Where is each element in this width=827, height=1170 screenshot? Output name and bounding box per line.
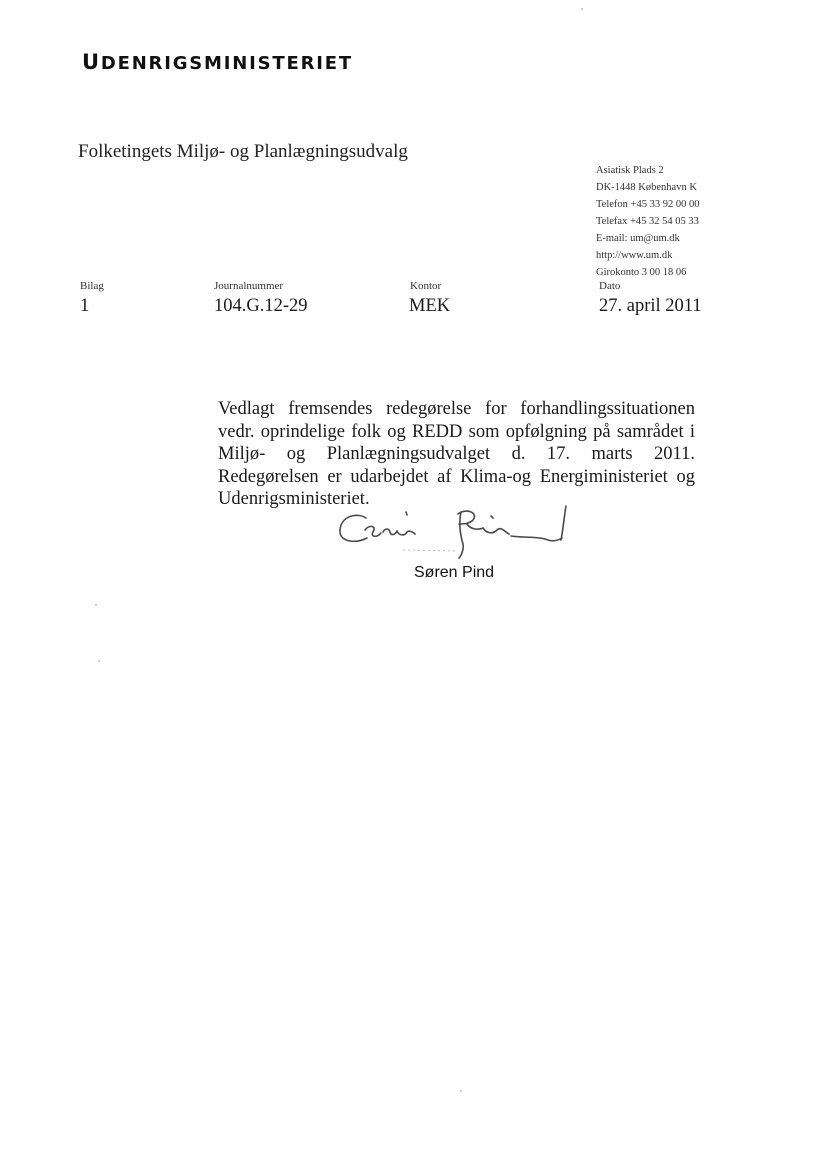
- sender-address: [596, 162, 699, 281]
- bilag-value: 1: [80, 296, 90, 316]
- handwritten-signature: [333, 500, 583, 567]
- kontor-value: MEK: [409, 296, 451, 316]
- address-line: Telefon +45 33 92 00 00: [596, 199, 700, 210]
- signature-graphic: [333, 500, 583, 562]
- journal-label: Journalnummer: [214, 280, 284, 292]
- dato-label: Dato: [599, 280, 621, 292]
- journal-value: 104.G.12-29: [214, 296, 308, 316]
- scan-speck: [581, 8, 583, 10]
- address-line: E-mail: um@um.dk: [596, 233, 680, 244]
- scan-speck: [98, 660, 100, 662]
- ministry-logo: [82, 50, 353, 74]
- address-line: Asiatisk Plads 2: [596, 165, 664, 176]
- kontor-label: Kontor: [410, 280, 442, 292]
- logo-rest: DENRIGSMINISTERIET: [100, 53, 353, 74]
- scan-speck: [460, 1090, 462, 1092]
- address-line: Telefax +45 32 54 05 33: [596, 216, 699, 227]
- recipient: Folketingets Miljø- og Planlægningsudvalg: [78, 141, 408, 162]
- letter-body: Vedlagt fremsendes redegørelse for forhandlingssituationen vedr. oprindelige folk og REDD som opfølgning på samrådet i Miljø- og Planlægningsudvalget d. 17. marts 2011. Redegørelsen er udarbejdet af Klima-og Energiministeriet og Udenrigsministeriet.: [218, 399, 695, 509]
- bilag-label: Bilag: [80, 280, 104, 292]
- scan-speck: [95, 604, 97, 606]
- dato-value: 27. april 2011: [599, 296, 702, 316]
- address-line: http://www.um.dk: [596, 250, 673, 261]
- address-line: Girokonto 3 00 18 06: [596, 267, 687, 278]
- address-line: DK-1448 København K: [596, 182, 697, 193]
- logo-initial: U: [82, 50, 101, 74]
- signer-name: Søren Pind: [414, 564, 495, 581]
